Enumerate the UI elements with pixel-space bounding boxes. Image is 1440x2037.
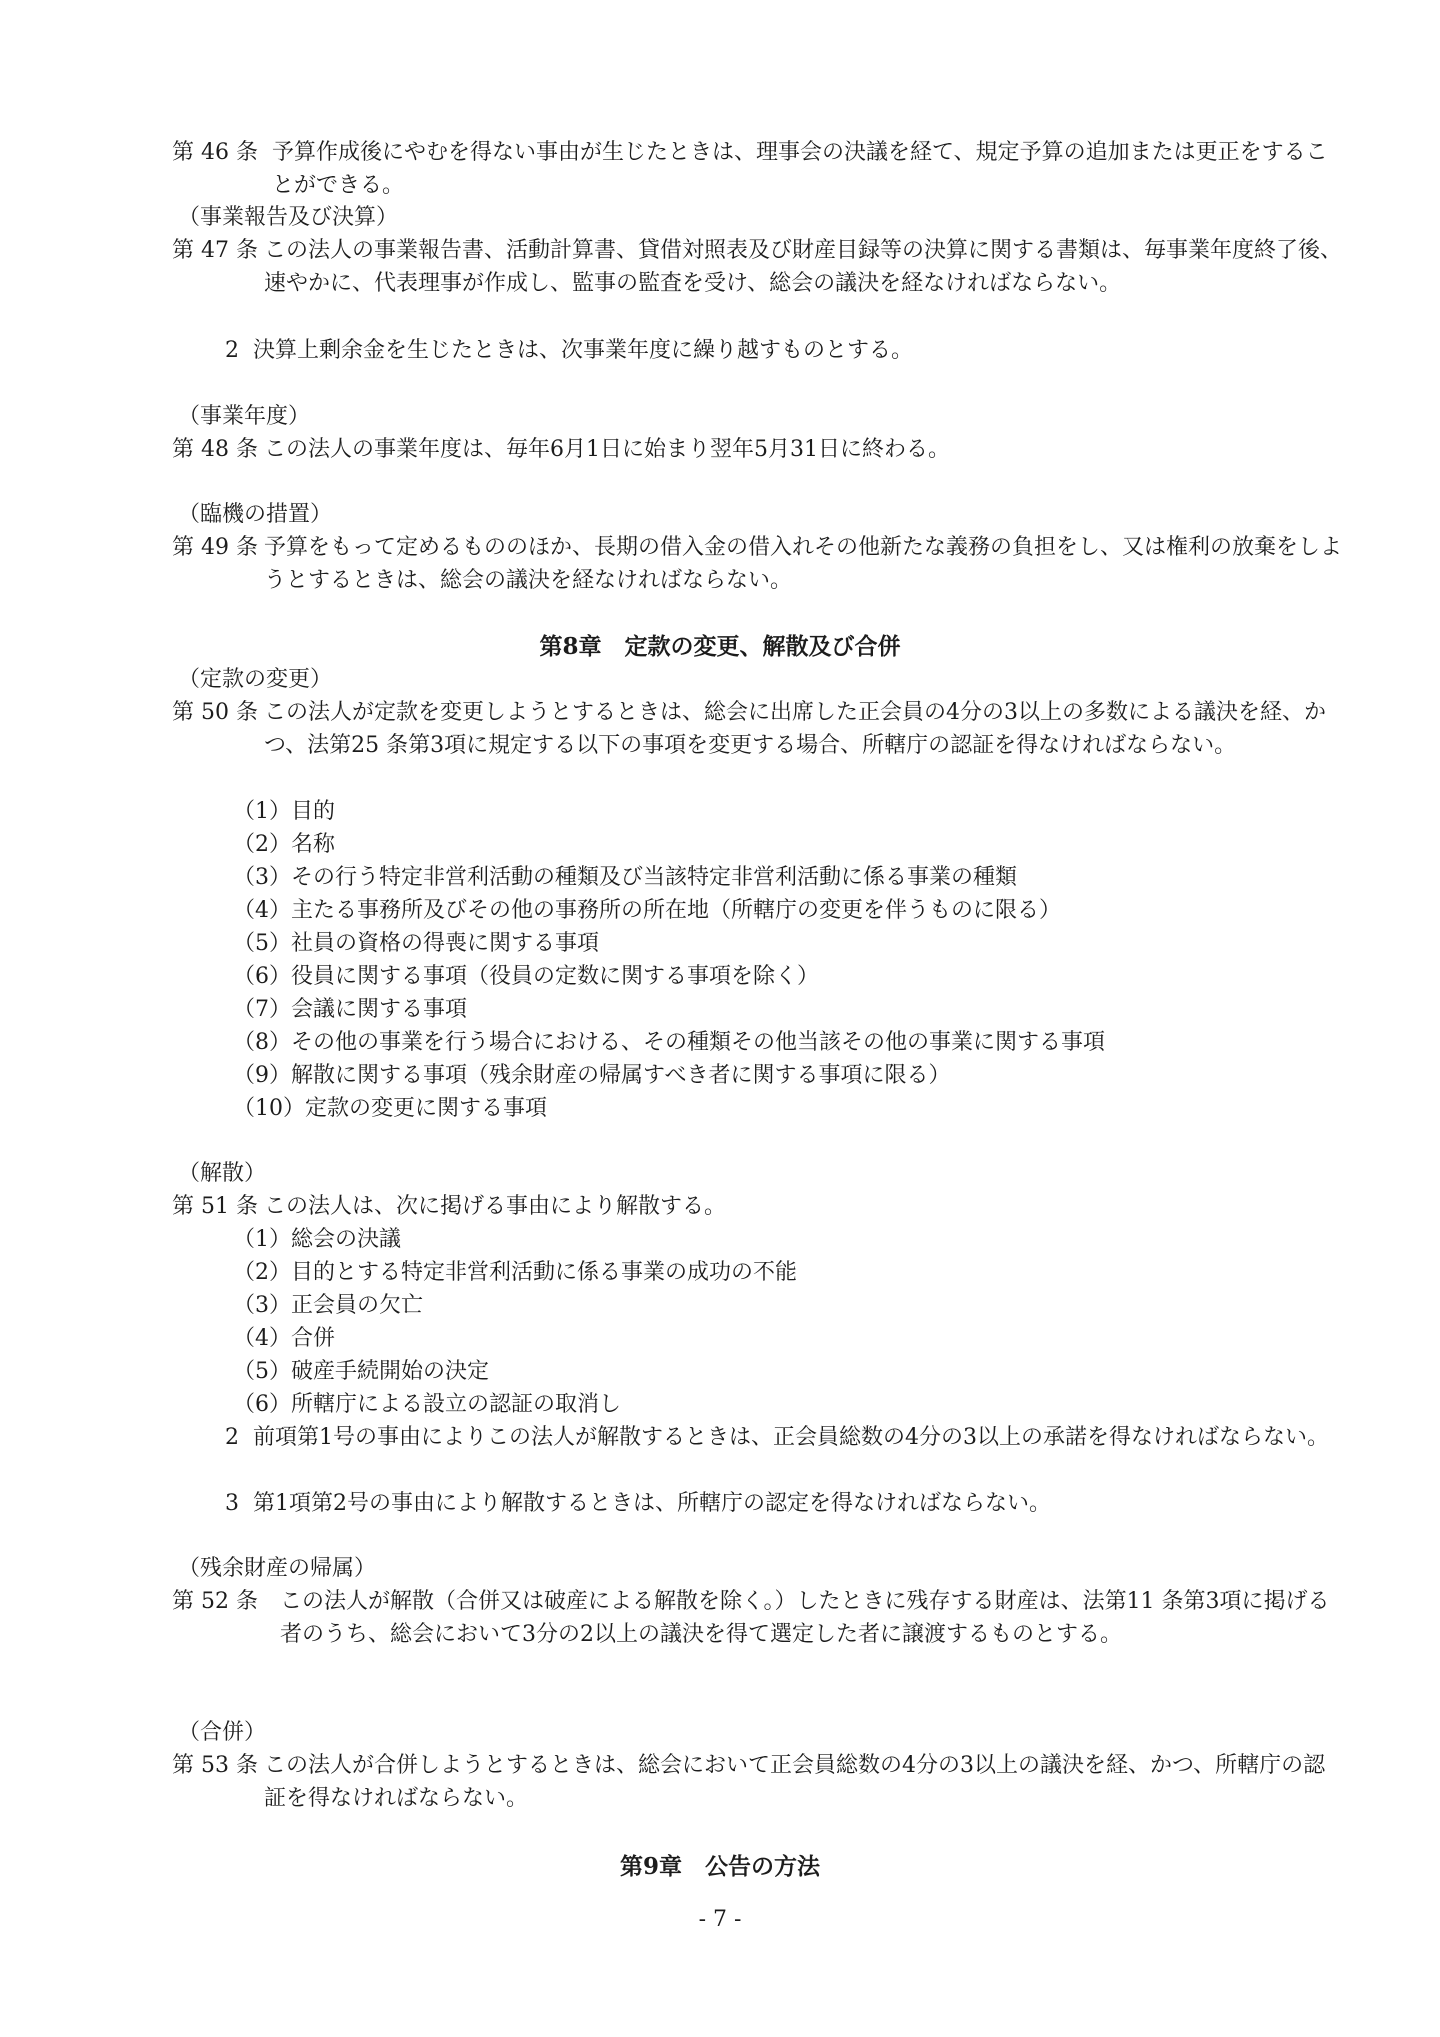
article-text: 予算作成後にやむを得ない事由が生じたときは、理事会の決議を経て、規定予算の追加または更正をすることができる。	[272, 140, 1328, 198]
article-text: この法人は、次に掲げる事由により解散する。	[264, 1194, 727, 1219]
paragraph-text: 決算上剰余金を生じたときは、次事業年度に繰り越すものとする。	[253, 338, 914, 363]
section-heading-51: （解散）	[178, 1161, 267, 1186]
list-item: （3）正会員の欠亡	[233, 1293, 423, 1318]
page-number: - 7 -	[698, 1907, 742, 1932]
section-heading-48: （事業年度）	[178, 404, 311, 429]
chapter-9-title: 第9章 公告の方法	[619, 1853, 820, 1880]
list-item: （9）解散に関する事項（残余財産の帰属すべき者に関する事項に限る）	[233, 1063, 951, 1088]
article-51-paragraph-2	[225, 1421, 1345, 1454]
list-item: （6）所轄庁による設立の認証の取消し	[233, 1392, 621, 1417]
paragraph-text: 前項第1号の事由によりこの法人が解散するときは、正会員総数の4分の3以上の承諾を得なければならない。	[253, 1425, 1329, 1450]
chapter-8-title: 第8章 定款の変更、解散及び合併	[539, 633, 901, 660]
article-51-paragraph-3	[225, 1487, 1345, 1520]
article-text: 予算をもって定めるもののほか、長期の借入金の借入れその他新たな義務の負担をし、又は権利の放棄をしようとするときは、総会の議決を経なければならない。	[264, 535, 1343, 593]
article-number: 第 53 条	[172, 1753, 258, 1778]
article-53	[172, 1749, 1342, 1815]
list-item: （8）その他の事業を行う場合における、その種類その他当該その他の事業に関する事項	[233, 1030, 1105, 1055]
section-heading-52: （残余財産の帰属）	[178, 1556, 377, 1581]
section-heading-47: （事業報告及び決算）	[178, 205, 399, 230]
article-text: この法人が合併しようとするときは、総会において正会員総数の4分の3以上の議決を経、かつ、所轄庁の認証を得なければならない。	[264, 1753, 1326, 1811]
list-item: （5）社員の資格の得喪に関する事項	[233, 931, 599, 956]
paragraph-number: 2	[225, 1425, 239, 1450]
article-51	[172, 1190, 1342, 1223]
list-item: （2）目的とする特定非営利活動に係る事業の成功の不能	[233, 1260, 797, 1285]
article-47	[172, 234, 1342, 300]
article-number: 第 51 条	[172, 1194, 258, 1219]
article-number: 第 50 条	[172, 700, 258, 725]
article-text: この法人が定款を変更しようとするときは、総会に出席した正会員の4分の3以上の多数による議決を経、かつ、法第25 条第3項に規定する以下の事項を変更する場合、所轄庁の認証を得なければならない。	[264, 700, 1326, 758]
article-number: 第 46 条	[172, 140, 258, 165]
article-text: この法人の事業報告書、活動計算書、貸借対照表及び財産目録等の決算に関する書類は、毎事業年度終了後、速やかに、代表理事が作成し、監事の監査を受け、総会の議決を経なければならない。	[264, 238, 1343, 296]
article-47-paragraph-2	[225, 334, 1345, 367]
list-item: （3）その行う特定非営利活動の種類及び当該特定非営利活動に係る事業の種類	[233, 865, 1017, 890]
section-heading-50: （定款の変更）	[178, 667, 333, 692]
article-text: この法人の事業年度は、毎年6月1日に始まり翌年5月31日に終わる。	[264, 437, 950, 462]
article-text: この法人が解散（合併又は破産による解散を除く。）したときに残存する財産は、法第11 条第3項に掲げる者のうち、総会において3分の2以上の議決を得て選定した者に譲渡するものとする。	[280, 1589, 1330, 1647]
article-48	[172, 433, 1342, 466]
list-item: （1）総会の決議	[233, 1227, 401, 1252]
article-52	[172, 1585, 1342, 1651]
article-50	[172, 696, 1342, 762]
article-46	[172, 136, 1342, 202]
article-number: 第 49 条	[172, 535, 258, 560]
paragraph-number: 3	[225, 1491, 239, 1516]
list-item: （10）定款の変更に関する事項	[233, 1096, 547, 1121]
list-item: （4）合併	[233, 1326, 335, 1351]
list-item: （5）破産手続開始の決定	[233, 1359, 489, 1384]
list-item: （7）会議に関する事項	[233, 997, 467, 1022]
article-49	[172, 531, 1342, 597]
section-heading-53: （合併）	[178, 1720, 267, 1745]
paragraph-text: 第1項第2号の事由により解散するときは、所轄庁の認定を得なければならない。	[253, 1491, 1051, 1516]
article-number: 第 52 条	[172, 1589, 258, 1614]
list-item: （4）主たる事務所及びその他の事務所の所在地（所轄庁の変更を伴うものに限る）	[233, 898, 1061, 923]
article-number: 第 48 条	[172, 437, 258, 462]
list-item: （6）役員に関する事項（役員の定数に関する事項を除く）	[233, 964, 819, 989]
article-number: 第 47 条	[172, 238, 258, 263]
list-item: （1）目的	[233, 799, 335, 824]
section-heading-49: （臨機の措置）	[178, 502, 333, 527]
list-item: （2）名称	[233, 832, 335, 857]
paragraph-number: 2	[225, 338, 239, 363]
